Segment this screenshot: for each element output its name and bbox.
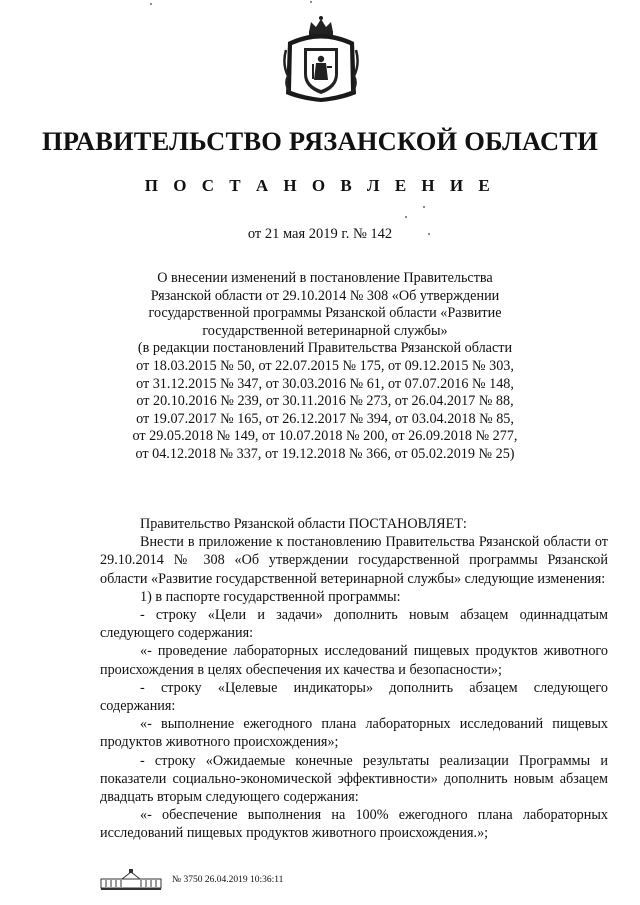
body-paragraph: Внести в приложение к постановлению Правительства Рязанской области от 29.10.2014 № 308 «Об утверждении государственной программы Рязанской области «Развитие государственной ветеринарной службы» следующие изменения:: [100, 534, 608, 587]
subject-line: О внесении изменений в постановление Правительства: [157, 270, 493, 286]
coat-of-arms-emblem: [282, 14, 360, 106]
registration-footer: [100, 869, 500, 891]
scan-speck: [150, 3, 152, 5]
body-paragraph: «- обеспечение выполнения на 100% ежегодного плана лабораторных исследований пищевых продуктов животного происхождения.»;: [100, 807, 608, 842]
resolution-statement: Правительство Рязанской области ПОСТАНОВЛЯЕТ:: [140, 516, 467, 532]
document-type-heading: П О С Т А Н О В Л Е Н И Е: [144, 176, 496, 195]
scan-speck: [405, 216, 407, 218]
body-paragraph: «- выполнение ежегодного плана лабораторных исследований пищевых продуктов животного происхождения»;: [100, 716, 608, 751]
scan-speck: [423, 206, 425, 208]
body-paragraph: - строку «Ожидаемые конечные результаты реализации Программы и показатели социально-экономической эффективности» дополнить новым абзацем двадцать вторым следующего содержания:: [100, 752, 608, 806]
subject-line: (в редакции постановлений Правительства Рязанской области: [137, 340, 513, 357]
body-paragraph: - строку «Цели и задачи» дополнить новым абзацем одиннадцатым следующего содержания:: [100, 607, 608, 642]
government-title: ПРАВИТЕЛЬСТВО РЯЗАНСКОЙ ОБЛАСТИ: [41, 126, 599, 156]
document-date-number: от 21 мая 2019 г. № 142: [247, 226, 393, 242]
body-paragraph: - строку «Целевые индикаторы» дополнить абзацем следующего содержания:: [100, 679, 608, 715]
subject-line: от 29.05.2018 № 149, от 10.07.2018 № 200, от 26.09.2018 № 277,: [132, 428, 518, 445]
subject-line: от 31.12.2015 № 347, от 30.03.2016 № 61, от 07.07.2016 № 148,: [136, 375, 514, 392]
body-paragraph: «- проведение лабораторных исследований пищевых продуктов животного происхождения в целях обеспечения их качества и безопасности»;: [100, 643, 608, 678]
subject-line: от 19.07.2017 № 165, от 26.12.2017 № 394, от 03.04.2018 № 85,: [136, 410, 514, 427]
registration-number: № 3750 26.04.2019 10:36:11: [172, 875, 284, 885]
subject-line: от 04.12.2018 № 337, от 19.12.2018 № 366, от 05.02.2019 № 25): [135, 445, 515, 462]
subject-line: Рязанской области от 29.10.2014 № 308 «Об утверждении: [150, 287, 500, 304]
subject-line: государственной программы Рязанской области «Развитие: [148, 305, 502, 322]
scan-speck: [310, 1, 312, 3]
document-subject: [110, 270, 540, 464]
body-paragraph: 1) в паспорте государственной программы:: [140, 588, 401, 605]
subject-line: от 20.10.2016 № 239, от 30.11.2016 № 273, от 26.04.2017 № 88,: [136, 393, 514, 410]
scan-speck: [428, 233, 430, 235]
building-stamp-icon: [100, 869, 162, 891]
subject-line: от 18.03.2015 № 50, от 22.07.2015 № 175, от 09.12.2015 № 303,: [136, 357, 514, 374]
subject-line: государственной ветеринарной службы»: [202, 322, 448, 339]
document-body: [100, 515, 608, 843]
